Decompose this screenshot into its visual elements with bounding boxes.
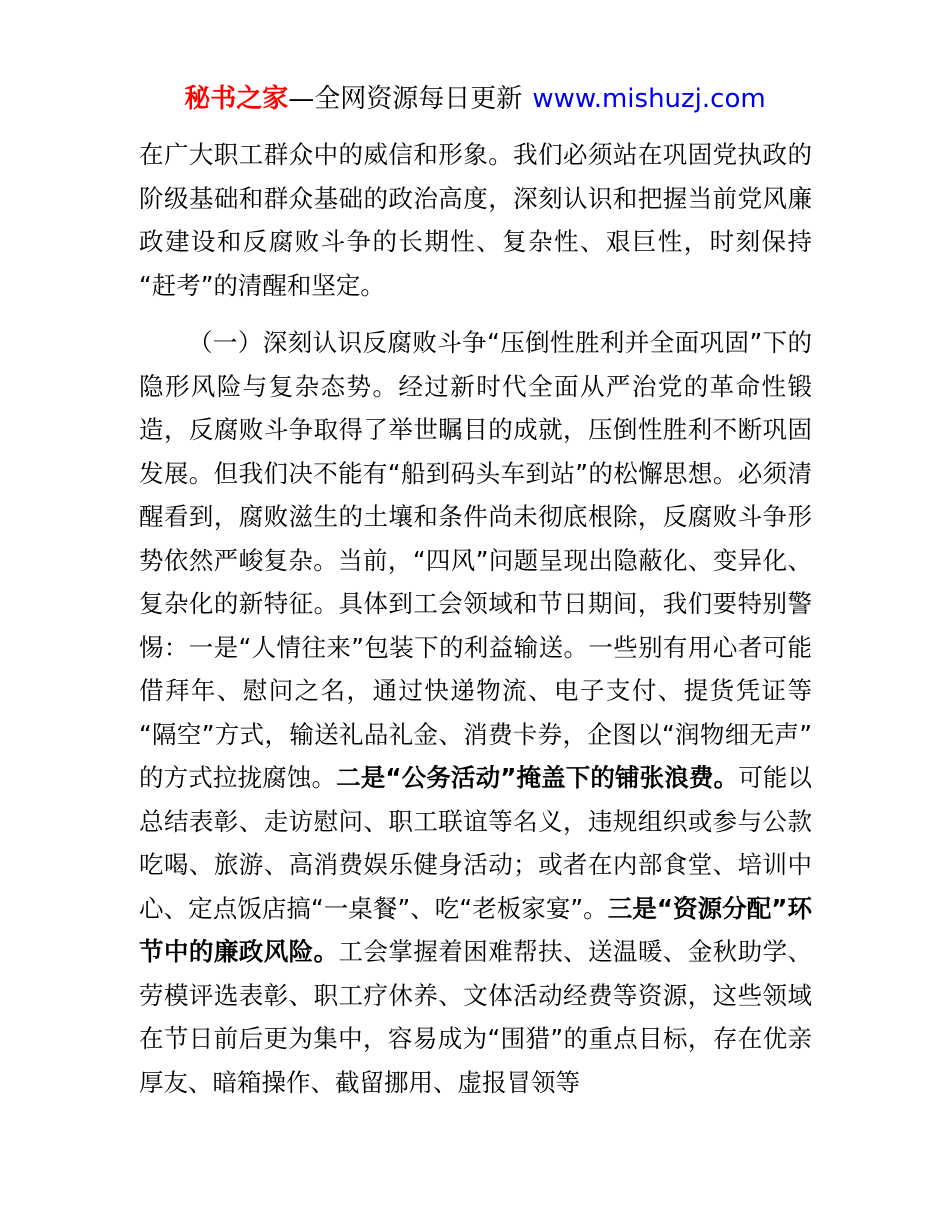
text-segment: 工会掌握着困难帮扶、送温暖、金秋助学、劳模评选表彰、职工疗休养、文体活动经费等资源，这些领域在节日前后更为集中，容易成为“围猎”的重点目标，存在优亲厚友、暗箱操作、截留挪用、虚报冒领等 [139,937,813,1097]
text-segment: 可能以总结表彰、走访慰问、职工联谊等名义，违规组织或参与公款吃喝、旅游、高消费娱乐健身活动；或者在内部食堂、培训中心、定点饭店搞“一桌餐”、吃“老板家宴”。 [139,763,812,923]
site-url-link[interactable]: www.mishuzj.com [532,84,766,114]
bold-heading-segment-three: 三是“资源分配”环节中的廉政风险。 [139,893,812,966]
site-name: 秘书之家 [184,84,289,114]
header-tagline: 全网资源每日更新 [314,84,523,114]
header-separator: — [288,84,315,114]
document-body [139,133,812,1104]
bold-heading-segment-two: 二是“公务活动”掩盖下的铺张浪费。 [336,763,739,792]
paragraph-section-one [139,321,812,1104]
site-header [0,82,950,116]
paragraph-continuation: 在广大职工群众中的威信和形象。我们必须站在巩固党执政的阶级基础和群众基础的政治高度，深刻认识和把握当前党风廉政建设和反腐败斗争的长期性、复杂性、艰巨性，时刻保持“赶考”的清醒和坚定。 [139,140,812,300]
text-segment: （一）深刻认识反腐败斗争“压倒性胜利并全面巩固”下的隐形风险与复杂态势。经过新时代全面从严治党的革命性锻造，反腐败斗争取得了举世瞩目的成就，压倒性胜利不断巩固发展。但我们决不能有“船到码头车到站”的松懈思想。必须清醒看到，腐败滋生的土壤和条件尚未彻底根除，反腐败斗争形势依然严峻复杂。当前，“四风”问题呈现出隐蔽化、变异化、复杂化的新特征。具体到工会领域和节日期间，我们要特别警惕：一是“人情往来”包装下的利益输送。一些别有用心者可能借拜年、慰问之名，通过快递物流、电子支付、提货凭证等“隔空”方式，输送礼品礼金、消费卡券，企图以“润物细无声”的方式拉拢腐蚀。 [139,328,812,792]
